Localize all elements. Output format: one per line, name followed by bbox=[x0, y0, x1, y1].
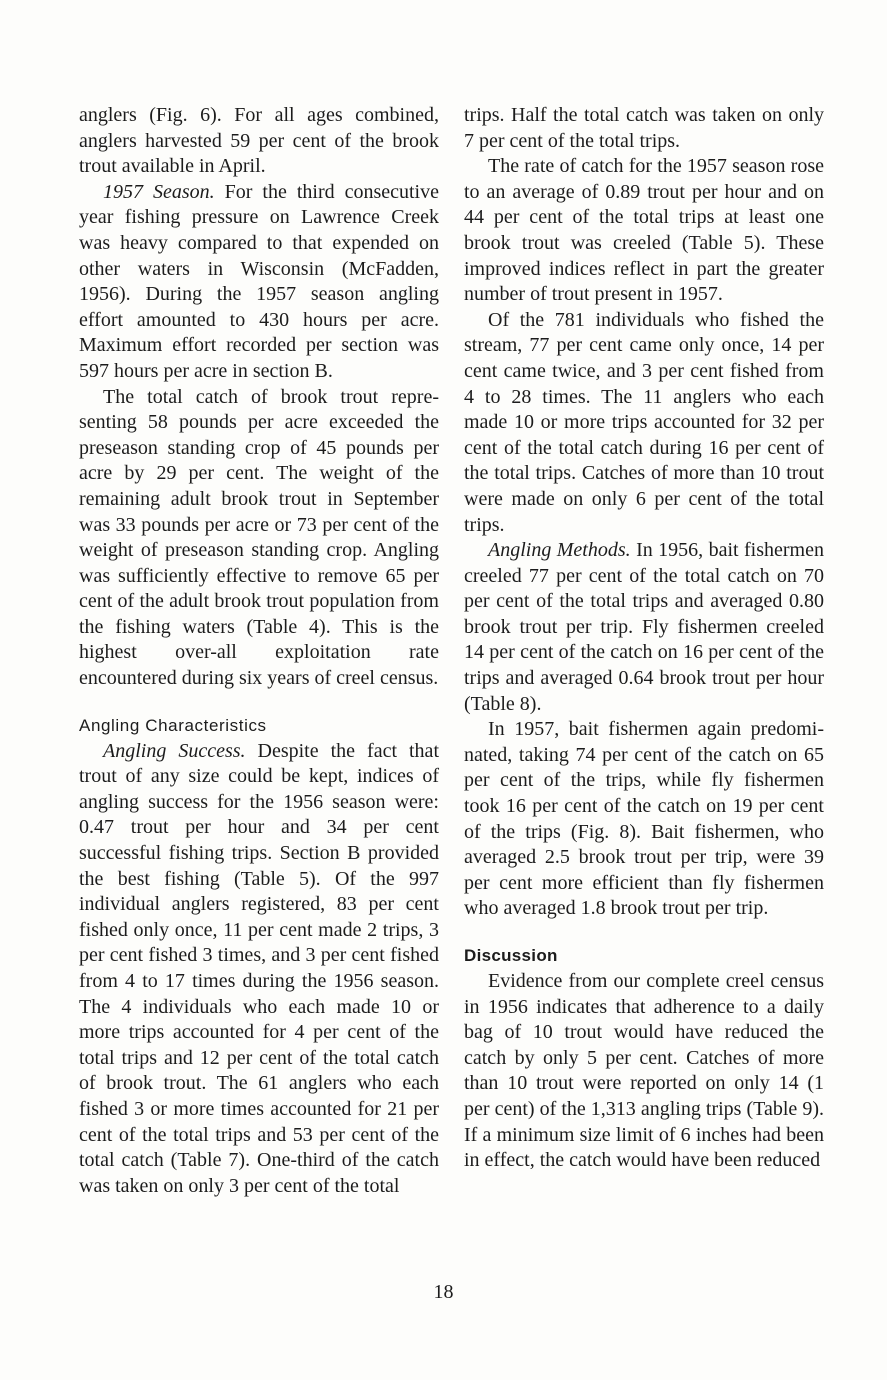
paragraph-individuals: Of the 781 individuals who fished the stream, 77 per cent came only once, 14 per cent came twice, and 3 per cent fished from 4 to 28 times. The 11 anglers who each made 10 or more trips accounted for 32 per cent of the total catch during 16 per cent of the total trips. Catches of more than 10 trout were made on only 6 per cent of the total trips. bbox=[464, 308, 824, 536]
section-heading-discussion: Discussion bbox=[464, 946, 558, 965]
left-column bbox=[79, 103, 439, 1199]
section-heading-angling-characteristics: Angling Characteristics bbox=[79, 715, 267, 735]
paragraph-continuation: anglers (Fig. 6). For all ages combined, anglers harvested 59 per cent of the brook trout available in April. bbox=[79, 104, 439, 178]
paragraph-continuation: trips. Half the total catch was taken on only 7 per cent of the total trips. bbox=[464, 104, 824, 152]
paragraph-angling-methods bbox=[464, 538, 824, 717]
run-in-heading-1957-season: 1957 Season. bbox=[103, 180, 215, 203]
paragraph-text: For the third consecutive year fishing pressure on Lawrence Creek was heavy compared to that expended on other waters in Wisconsin (McFadden, 1956). During the 1957 season angling effort amounted to 430 hours per acre. Maximum effort recorded per section was 597 hours per acre in section B. bbox=[79, 180, 439, 382]
paragraph-text: In 1956, bait fishermen creeled 77 per cent of the total catch on 70 per cent of the total trips and averaged 0.80 brook trout per trip. Fly fishermen creeled 14 per cent of the catch on 16 per cent of the trips and averaged 0.64 brook trout per hour (Table 8). bbox=[464, 539, 824, 715]
page-number: 18 bbox=[433, 1281, 454, 1303]
paragraph-discussion: Evidence from our complete creel census in 1956 indicates that adherence to a daily bag of 10 trout would have reduced the catch by only 5 per cent. Catches of more than 10 trout were reported on only 14 (1 per cent) of the 1,313 angling trips (Table 9). If a minimum size limit of 6 inches had been in effect, the catch would have been reduced bbox=[464, 970, 824, 1172]
paragraph-bait-fishermen: In 1957, bait fishermen again predominated, taking 74 per cent of the catch on 65 per cent of the trips, while fly fishermen took 16 per cent of the catch on 19 per cent of the trips (Fig. 8). Bait fishermen, who averaged 2.5 brook trout per trip, were 39 per cent more efficient than fly fishermen who averaged 1.8 brook trout per trip. bbox=[464, 718, 824, 920]
run-in-heading-angling-success: Angling Success. bbox=[103, 739, 246, 762]
paragraph-total-catch: The total catch of brook trout representing 58 pounds per acre exceeded the preseason standing crop of 45 pounds per acre by 29 per cent. The weight of the remaining adult brook trout in September was 33 pounds per acre or 73 per cent of the weight of preseason standing crop. Angling was sufficiently effective to remove 65 per cent of the adult brook trout population from the fishing waters (Table 4). This is the highest over-all exploitation rate encountered during six years of creel census. bbox=[79, 385, 439, 690]
right-column bbox=[464, 103, 824, 1174]
run-in-heading-angling-methods: Angling Methods. bbox=[488, 539, 631, 562]
paragraph-1957-season bbox=[79, 180, 439, 385]
paragraph-rate-of-catch: The rate of catch for the 1957 season rose to an average of 0.89 trout per hour and on 44 per cent of the total trips at least one brook trout was creeled (Table 5). These improved indices reflect in part the greater number of trout present in 1957. bbox=[464, 155, 824, 306]
paragraph-text: Despite the fact that trout of any size could be kept, indices of angling success for the 1956 season were: 0.47 trout per hour and 34 per cent successful fishing trips. Section B provided the best fishing (Table 5). Of the 997 individual anglers registered, 83 per cent fished only once, 11 per cent made 2 trips, 3 per cent fished 3 times, and 3 per cent fished from 4 to 17 times during the 1956 season. The 4 individuals who each made 10 or more trips accounted for 4 per cent of the total trips and 12 per cent of the total catch of brook trout. The 61 anglers who each fished 3 or more times accounted for 21 per cent of the total trips and 53 per cent of the total catch (Table 7). One-third of the catch was taken on only 3 per cent of the total bbox=[79, 739, 439, 1197]
paragraph-angling-success bbox=[79, 739, 439, 1200]
